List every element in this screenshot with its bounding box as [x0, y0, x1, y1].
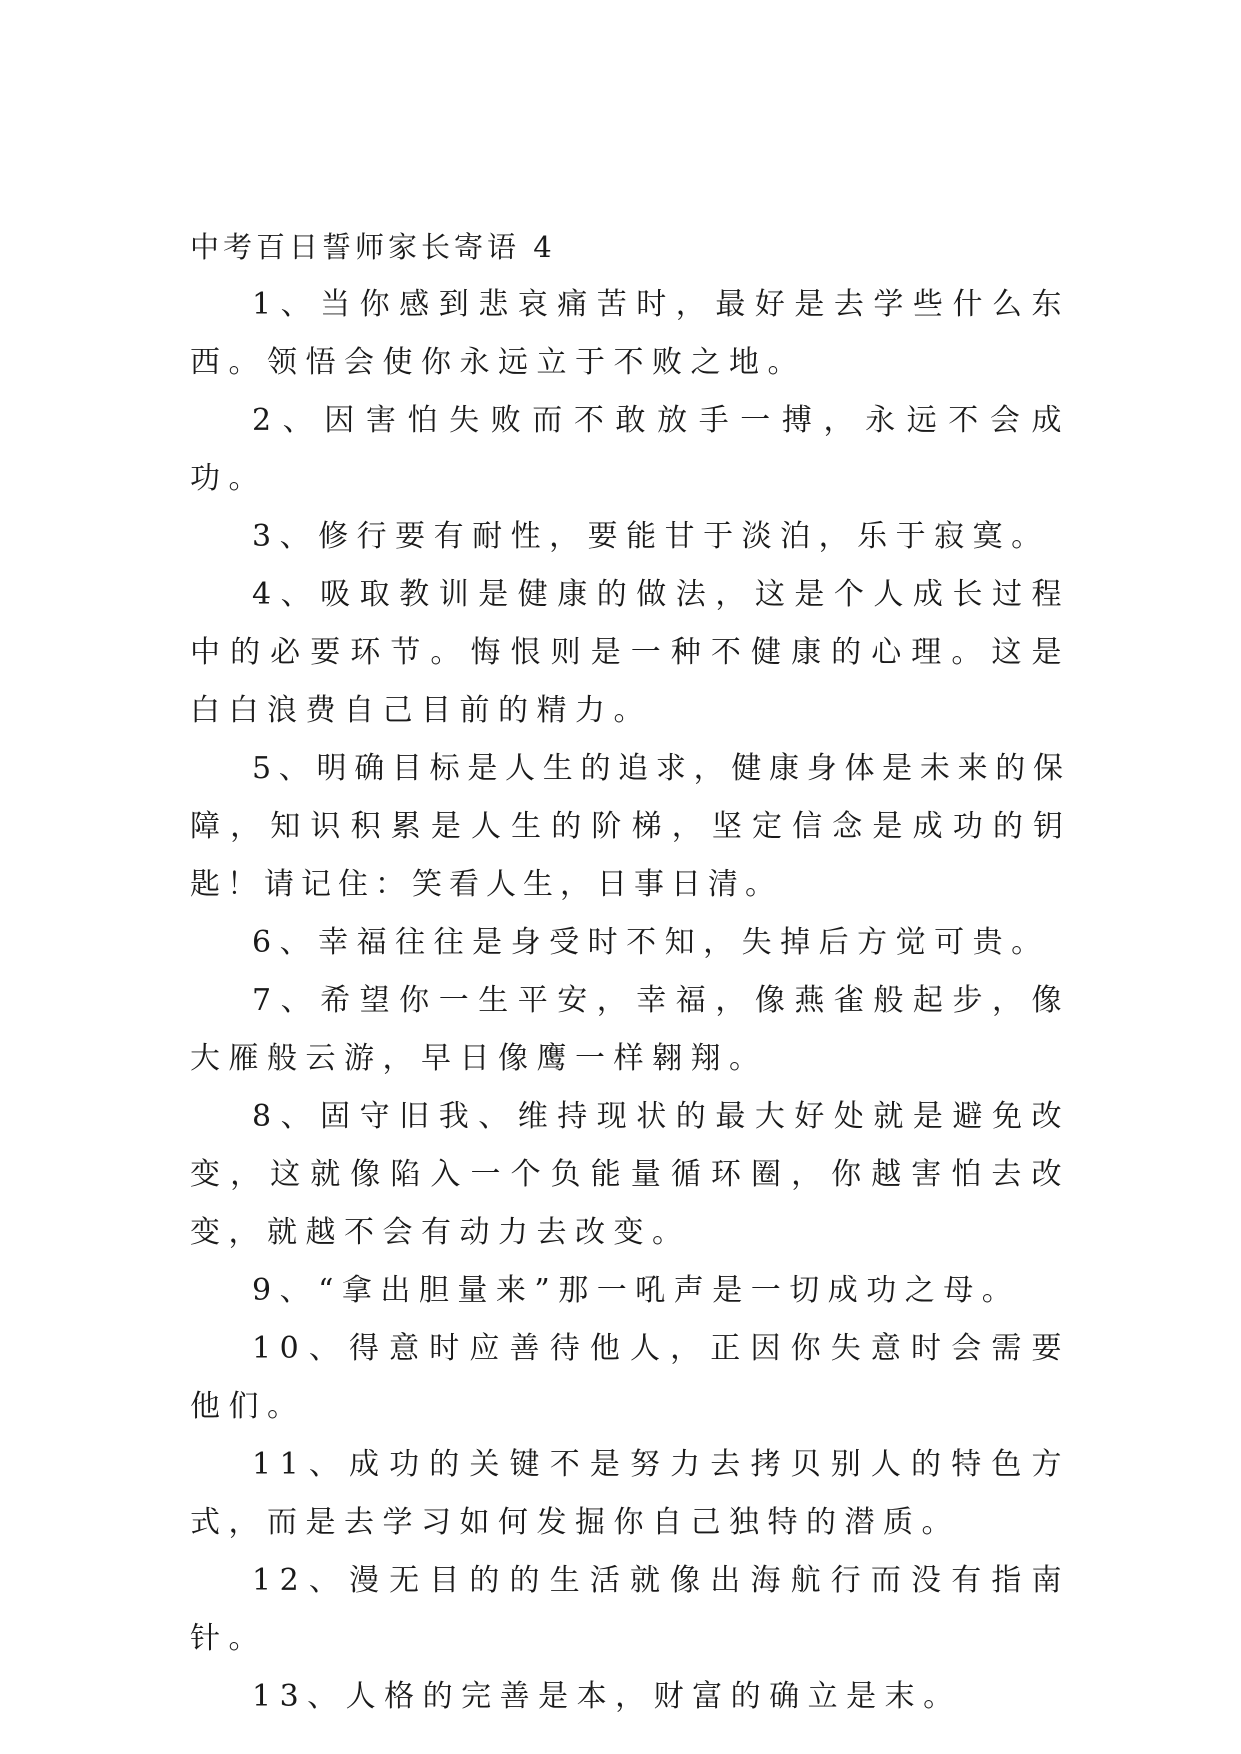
- paragraph-11: 11、成功的关键不是努力去拷贝别人的特色方式，而是去学习如何发掘你自己独特的潜质。: [190, 1447, 1070, 1540]
- document-title: 中考百日誓师家长寄语 4: [190, 230, 556, 264]
- paragraph-5: 5、明确目标是人生的追求，健康身体是未来的保障，知识积累是人生的阶梯，坚定信念是成功的钥匙！请记住：笑看人生，日事日清。: [190, 751, 1070, 902]
- paragraph-1: 1、当你感到悲哀痛苦时，最好是去学些什么东西。领悟会使你永远立于不败之地。: [190, 287, 1070, 380]
- paragraph-2: 2、因害怕失败而不敢放手一搏，永远不会成功。: [190, 403, 1070, 496]
- paragraph-4: 4、吸取教训是健康的做法，这是个人成长过程中的必要环节。悔恨则是一种不健康的心理。这是白白浪费自己目前的精力。: [190, 577, 1070, 728]
- paragraph-6: 6、幸福往往是身受时不知，失掉后方觉可贵。: [252, 925, 1050, 960]
- document-body: [190, 218, 1070, 1726]
- paragraph-3: 3、修行要有耐性，要能甘于淡泊，乐于寂寞。: [252, 519, 1050, 554]
- paragraph-8: 8、固守旧我、维持现状的最大好处就是避免改变，这就像陷入一个负能量循环圈，你越害怕去改变，就越不会有动力去改变。: [190, 1099, 1070, 1250]
- paragraph-10: 10、得意时应善待他人，正因你失意时会需要他们。: [190, 1331, 1070, 1424]
- paragraph-9: 9、“拿出胆量来”那一吼声是一切成功之母。: [252, 1273, 1021, 1308]
- paragraph-12: 12、漫无目的的生活就像出海航行而没有指南针。: [190, 1563, 1070, 1656]
- paragraph-7: 7、希望你一生平安，幸福，像燕雀般起步，像大雁般云游，早日像鹰一样翱翔。: [190, 983, 1070, 1076]
- paragraph-13: 13、人格的完善是本，财富的确立是末。: [252, 1679, 962, 1714]
